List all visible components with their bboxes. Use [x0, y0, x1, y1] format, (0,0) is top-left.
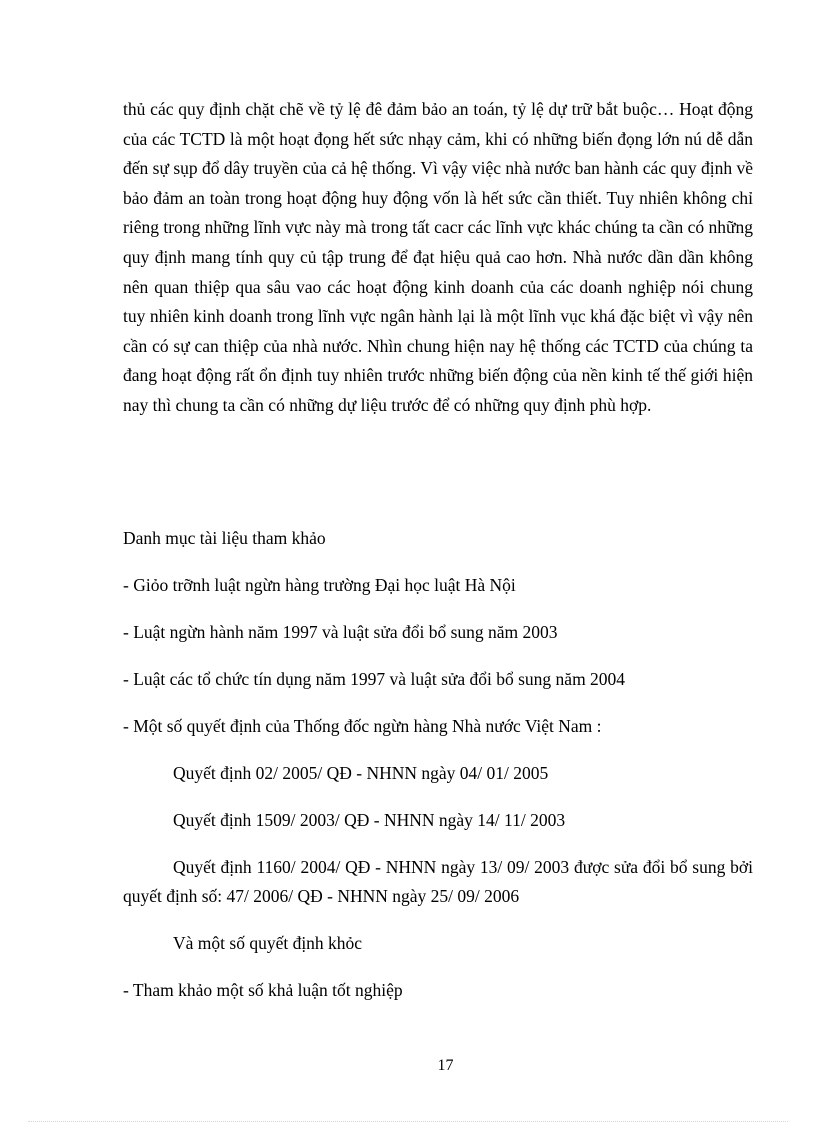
- reference-item: - Luật các tổ chức tín dụng năm 1997 và luật sửa đổi bổ sung năm 2004: [123, 668, 626, 689]
- decision-item: Quyết định 1509/ 2003/ QĐ - NHNN ngày 14/ 11/ 2003: [173, 809, 566, 830]
- decision-item: Quyết định 1160/ 2004/ QĐ - NHNN ngày 13/ 09/ 2003 được sửa đổi bổ sung bởi quyết định số: 47/ 2006/ QĐ - NHNN ngày 25/ 09/ 2006: [123, 856, 753, 907]
- page-number: 17: [437, 1057, 454, 1074]
- reference-item: - Tham khảo một số khả luận tốt nghiệp: [123, 980, 403, 1001]
- reference-item: - Một số quyết định của Thống đốc ngừn hàng Nhà nước Việt Nam :: [123, 715, 602, 736]
- references-heading: Danh mục tài liệu tham khảo: [123, 528, 326, 548]
- reference-item: - Luật ngừn hành năm 1997 và luật sửa đổi bổ sung năm 2003: [123, 621, 558, 642]
- decision-item: Quyết định 02/ 2005/ QĐ - NHNN ngày 04/ 01/ 2005: [173, 762, 549, 783]
- decision-item: Và một số quyết định khỏc: [173, 933, 363, 954]
- references-section: [123, 524, 753, 1006]
- page-bottom-divider: [28, 1121, 788, 1122]
- body-paragraph: thủ các quy định chặt chẽ về tỷ lệ đê đảm bảo an toán, tỷ lệ dự trữ bắt buộc… Hoạt động của các TCTD là một hoạt đọng hết sức nhạy cảm, khi có những biến đọng lớn nú dễ dẫn đến sự sụp đổ dây truyền của cả hệ thống. Vì vậy việc nhà nước ban hành các quy định về bảo đảm an toàn trong hoạt động huy động vốn là hết sức cần thiết. Tuy nhiên không chỉ riêng trong những lĩnh vực này mà trong tất cacr các lĩnh vực khác chúng ta cần có những quy định mang tính quy củ tập trung để đạt hiệu quả cao hơn. Nhà nước dần dần không nên quan thiệp qua sâu vao các hoạt động kinh doanh của các doanh nghiệp nói chung tuy nhiên kinh doanh trong lĩnh vực ngân hành lại là một lĩnh vục khá đặc biệt vì vậy nên cần có sự can thiệp của nhà nước. Nhìn chung hiện nay hệ thống các TCTD của chúng ta đang hoạt động rất ổn định tuy nhiên trước những biến động của nền kinh tế thế giới hiện nay thì chung ta cần có những dự liệu trước để có những quy định phù hợp.: [123, 99, 754, 415]
- reference-item: - Giỏo trỡnh luật ngừn hàng trường Đại học luật Hà Nội: [123, 574, 516, 595]
